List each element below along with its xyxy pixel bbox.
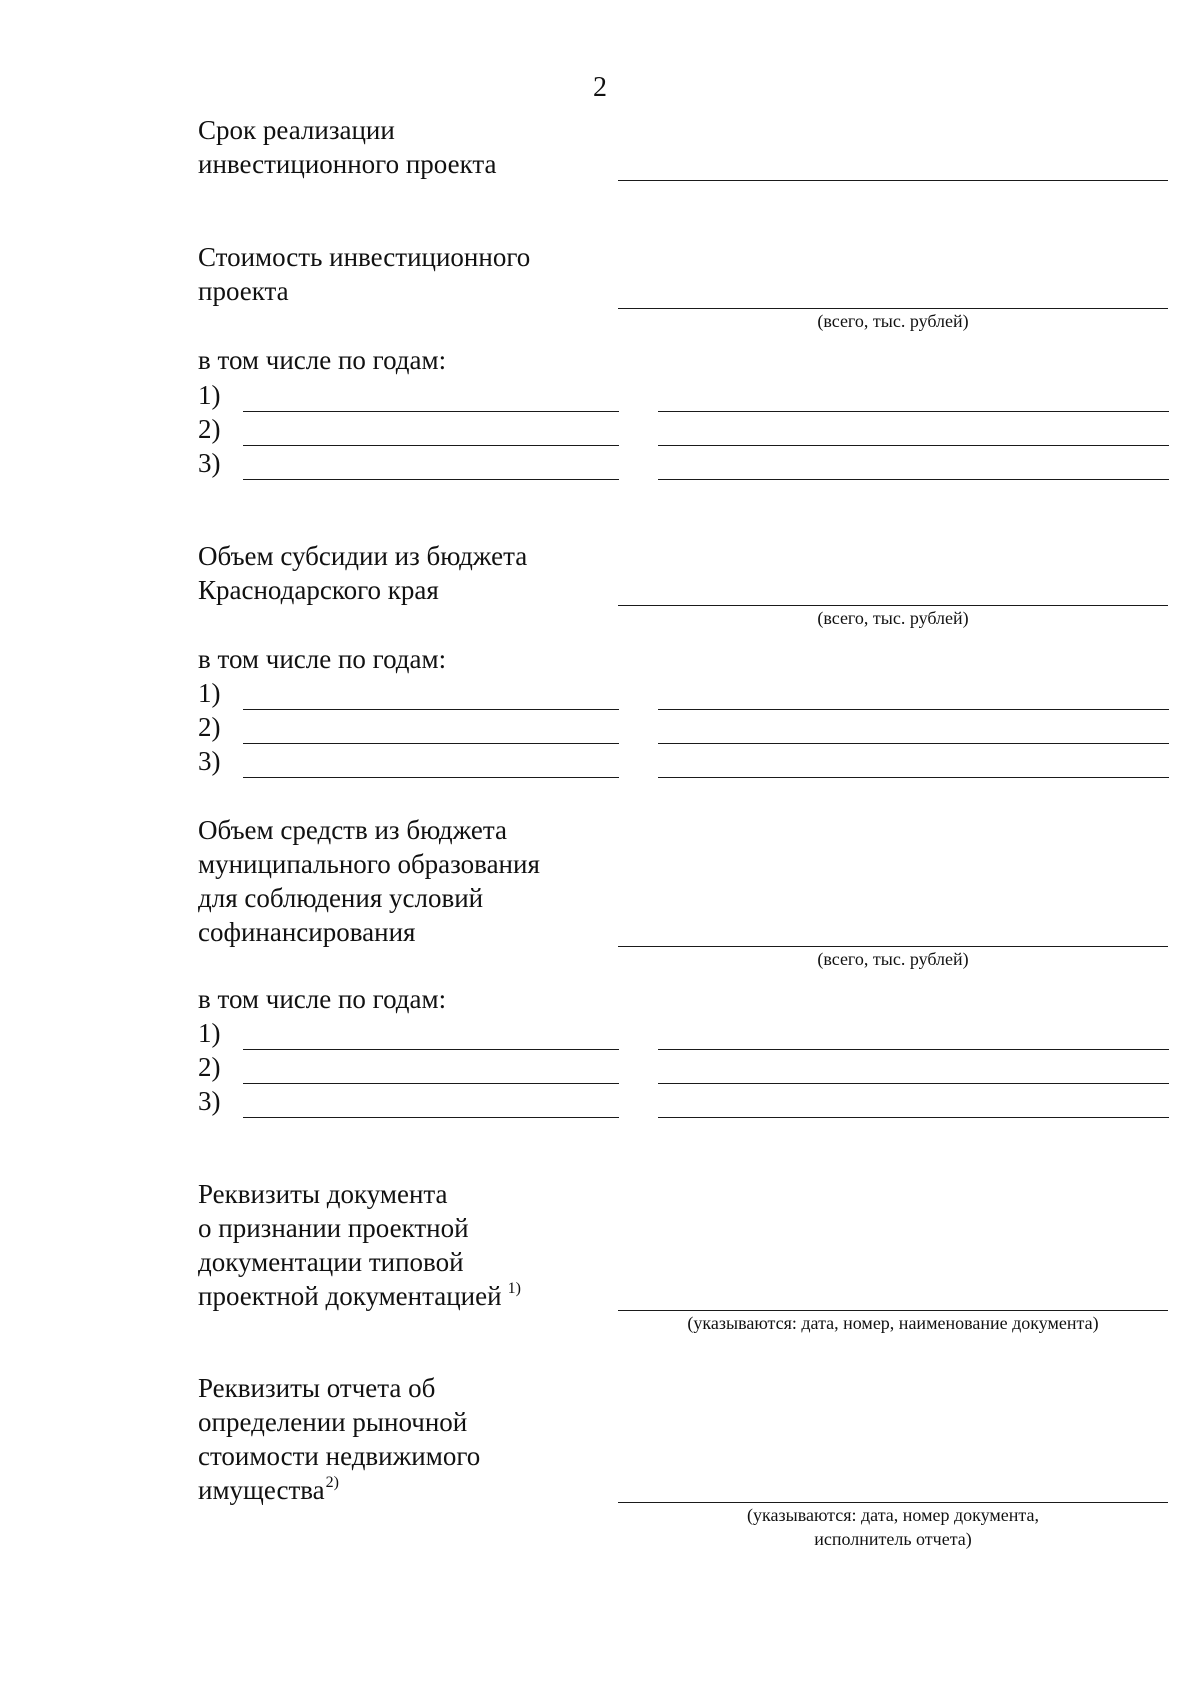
cost-by-years-label: в том числе по годам:	[198, 345, 447, 375]
subsidy-year-2-number: 2)	[198, 712, 221, 742]
cost-label-line1: Стоимость инвестиционного	[198, 242, 531, 272]
market-value-caption-line2: исполнитель отчета)	[814, 1529, 972, 1549]
term-label-line2: инвестиционного проекта	[198, 149, 497, 179]
municipal-label-line1: Объем средств из бюджета	[198, 815, 508, 845]
cost-year-2-number: 2)	[198, 414, 221, 444]
municipal-year-1-value-field[interactable]	[658, 1049, 1169, 1050]
cost-year-3-value-field[interactable]	[658, 479, 1169, 480]
market-value-label-line3: стоимости недвижимого	[198, 1441, 481, 1471]
subsidy-year-3-value-field[interactable]	[658, 777, 1169, 778]
typical-docs-field-line[interactable]	[618, 1310, 1168, 1311]
page-number: 2	[593, 72, 607, 103]
municipal-year-3-field[interactable]	[243, 1117, 619, 1118]
municipal-year-3-value-field[interactable]	[658, 1117, 1169, 1118]
municipal-total-caption: (всего, тыс. рублей)	[817, 949, 969, 969]
typical-docs-label-line2: о признании проектной	[198, 1213, 469, 1243]
cost-total-field-line[interactable]	[618, 308, 1168, 309]
cost-year-1-field[interactable]	[243, 411, 619, 412]
municipal-label-line3: для соблюдения условий	[198, 883, 484, 913]
subsidy-year-1-value-field[interactable]	[658, 709, 1169, 710]
subsidy-year-3-field[interactable]	[243, 777, 619, 778]
subsidy-by-years-label: в том числе по годам:	[198, 644, 447, 674]
municipal-by-years-label: в том числе по годам:	[198, 984, 447, 1014]
cost-year-1-number: 1)	[198, 380, 221, 410]
subsidy-label-line2: Краснодарского края	[198, 575, 439, 605]
subsidy-total-caption: (всего, тыс. рублей)	[817, 608, 969, 628]
municipal-year-1-field[interactable]	[243, 1049, 619, 1050]
municipal-label-line4: софинансирования	[198, 917, 416, 947]
subsidy-year-2-field[interactable]	[243, 743, 619, 744]
subsidy-year-1-number: 1)	[198, 678, 221, 708]
term-label-line1: Срок реализации	[198, 115, 395, 145]
typical-docs-label-line1: Реквизиты документа	[198, 1179, 448, 1209]
municipal-label-line2: муниципального образования	[198, 849, 540, 879]
subsidy-label-line1: Объем субсидии из бюджета	[198, 541, 528, 571]
subsidy-total-field-line[interactable]	[618, 605, 1168, 606]
municipal-year-2-number: 2)	[198, 1052, 221, 1082]
municipal-total-field-line[interactable]	[618, 946, 1168, 947]
subsidy-year-2-value-field[interactable]	[658, 743, 1169, 744]
market-value-caption-line1: (указываются: дата, номер документа,	[747, 1505, 1039, 1525]
municipal-year-2-field[interactable]	[243, 1083, 619, 1084]
market-value-field-line[interactable]	[618, 1502, 1168, 1503]
cost-year-2-field[interactable]	[243, 445, 619, 446]
subsidy-year-3-number: 3)	[198, 746, 221, 776]
subsidy-year-1-field[interactable]	[243, 709, 619, 710]
market-value-footnote-mark: 2)	[325, 1474, 339, 1491]
market-value-label-line4	[198, 1473, 339, 1507]
cost-year-3-field[interactable]	[243, 479, 619, 480]
cost-year-3-number: 3)	[198, 448, 221, 478]
cost-total-caption: (всего, тыс. рублей)	[817, 311, 969, 331]
term-field-line[interactable]	[618, 180, 1168, 181]
typical-docs-caption: (указываются: дата, номер, наименование документа)	[687, 1313, 1099, 1333]
cost-year-2-value-field[interactable]	[658, 445, 1169, 446]
typical-docs-label-text: проектной документацией	[198, 1281, 502, 1311]
typical-docs-label-line3: документации типовой	[198, 1247, 464, 1277]
municipal-year-3-number: 3)	[198, 1086, 221, 1116]
market-value-label-line2: определении рыночной	[198, 1407, 468, 1437]
typical-docs-label-line4	[198, 1279, 521, 1313]
market-value-label-line1: Реквизиты отчета об	[198, 1373, 436, 1403]
market-value-label-text: имущества	[198, 1475, 325, 1505]
municipal-year-1-number: 1)	[198, 1018, 221, 1048]
cost-label-line2: проекта	[198, 276, 289, 306]
municipal-year-2-value-field[interactable]	[658, 1083, 1169, 1084]
typical-docs-footnote-mark: 1)	[507, 1280, 521, 1297]
cost-year-1-value-field[interactable]	[658, 411, 1169, 412]
